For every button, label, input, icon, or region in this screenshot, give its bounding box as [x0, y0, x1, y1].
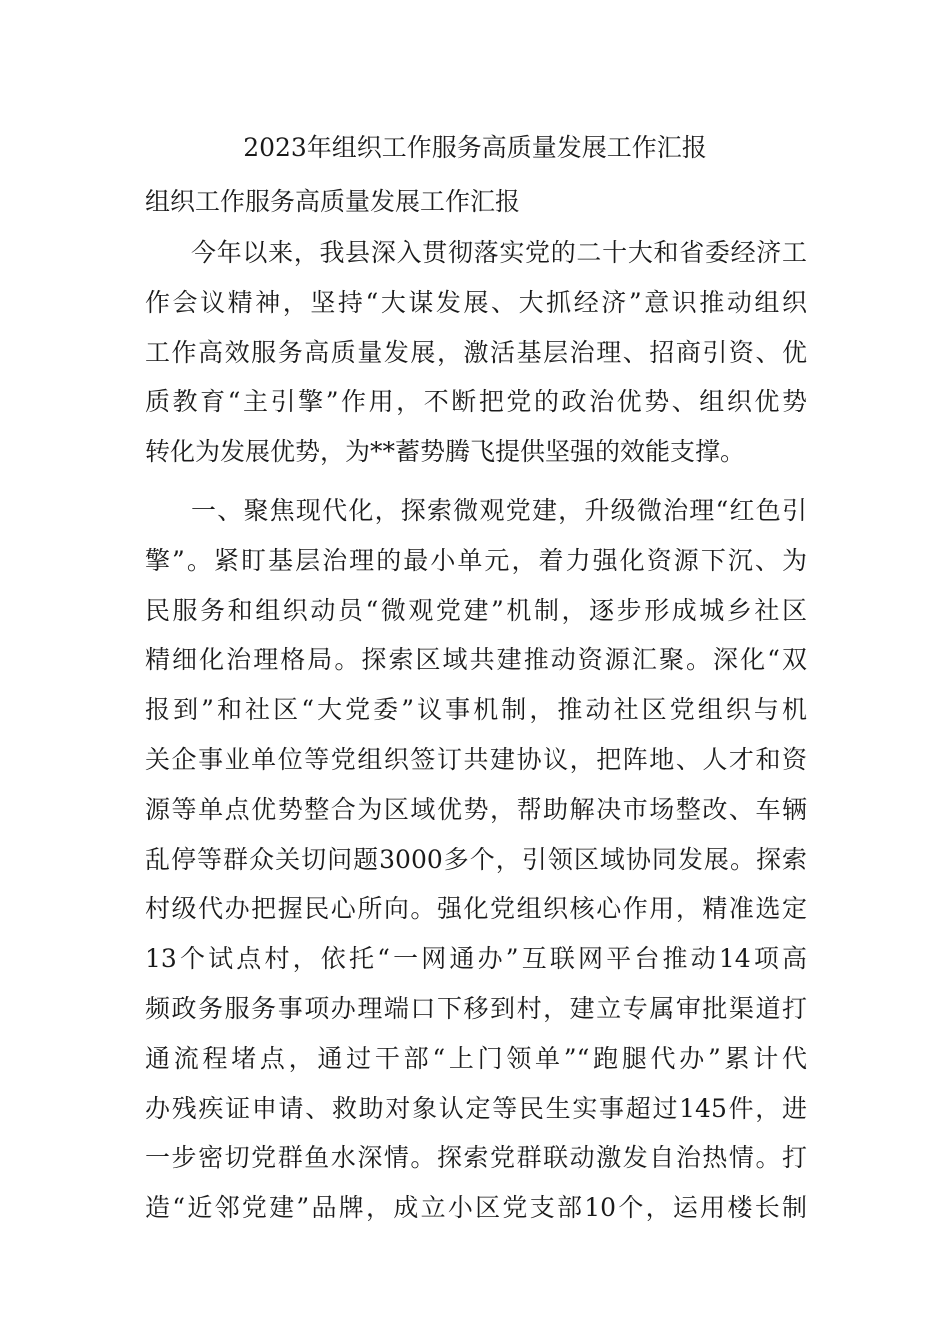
text-line: 转化为发展优势，为**蓄势腾飞提供坚强的效能支撑。 [145, 437, 746, 467]
text-line: 报到”和社区“大党委”议事机制，推动社区党组织与机 [145, 695, 807, 725]
text-line: 工作高效服务高质量发展，激活基层治理、招商引资、优 [145, 337, 807, 367]
document-body [145, 228, 807, 1233]
text-line: 乱停等群众关切问题3000多个，引领区域协同发展。探索 [145, 844, 807, 874]
text-line: 精细化治理格局。探索区域共建推动资源汇聚。深化“双 [145, 645, 807, 675]
text-line: 质教育“主引擎”作用，不断把党的政治优势、组织优势 [145, 387, 807, 417]
text-line: 源等单点优势整合为区域优势，帮助解决市场整改、车辆 [145, 794, 807, 824]
paragraph-intro [145, 228, 807, 477]
text-line: 擎”。紧盯基层治理的最小单元，着力强化资源下沉、为 [145, 545, 807, 575]
text-line: 作会议精神，坚持“大谋发展、大抓经济”意识推动组织 [145, 287, 807, 317]
text-line: 13个试点村，依托“一网通办”互联网平台推动14项高 [145, 944, 807, 974]
text-line: 一步密切党群鱼水深情。探索党群联动激发自治热情。打 [145, 1143, 807, 1173]
text-line: 造“近邻党建”品牌，成立小区党支部10个，运用楼长制 [145, 1193, 807, 1223]
text-line: 村级代办把握民心所向。强化党组织核心作用，精准选定 [145, 894, 807, 924]
document-title: 2023年组织工作服务高质量发展工作汇报 [243, 133, 707, 162]
text-line: 今年以来，我县深入贯彻落实党的二十大和省委经济工 [191, 238, 807, 267]
text-line: 一、聚焦现代化，探索微观党建，升级微治理“红色引 [191, 495, 807, 525]
text-line: 关企事业单位等党组织签订共建协议，把阵地、人才和资 [145, 744, 807, 774]
document-subtitle: 组织工作服务高质量发展工作汇报 [145, 187, 521, 216]
text-line: 民服务和组织动员“微观党建”机制，逐步形成城乡社区 [145, 595, 807, 625]
text-line: 频政务服务事项办理端口下移到村，建立专属审批渠道打 [145, 993, 807, 1023]
text-line: 通流程堵点，通过干部“上门领单”“跑腿代办”累计代 [145, 1043, 807, 1073]
paragraph-section-1 [145, 486, 807, 1233]
text-line: 办残疾证申请、救助对象认定等民生实事超过145件，进 [145, 1093, 807, 1123]
